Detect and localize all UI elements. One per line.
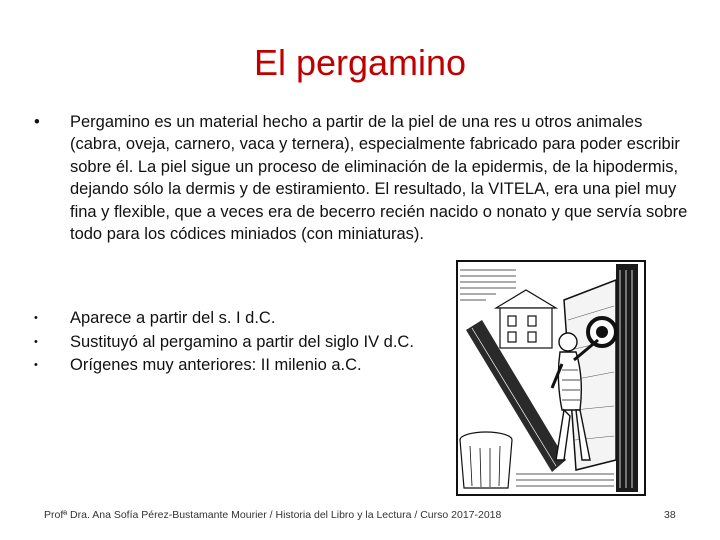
footer-credit: Profª Dra. Ana Sofía Pérez-Bustamante Mourier / Historia del Libro y la Lectura / Curso 2017-2018 [44,509,502,521]
parchment-maker-woodcut-image [456,260,646,496]
list-item-text: Orígenes muy anteriores: II milenio a.C. [70,356,362,374]
page-number: 38 [664,509,676,521]
bullet-marker: • [34,113,40,131]
list-item-text: Aparece a partir del s. I d.C. [70,309,276,327]
bullet-marker: • [34,359,38,371]
slide-title: El pergamino [253,42,467,83]
list-item-text: Sustituyó al pergamino a partir del siglo IV d.C. [70,332,414,351]
bullet-marker: • [34,335,38,348]
main-bullet-text: Pergamino es un material hecho a partir de la piel de una res u otros animales (cabra, oveja, carnero, vaca y ternera), especialmente fabricado para poder escribir sobre él. La piel sigue un proceso de eliminación de la epidermis, de la hipodermis, dejando sólo la dermis y de estiramiento. El resultado, la VITELA, era una piel muy fina y flexible, que a veces era de becerro recién nacido o nonato y que servía sobre todo para los códices miniados (con miniaturas). [70,113,688,244]
bullet-marker: • [34,312,38,324]
